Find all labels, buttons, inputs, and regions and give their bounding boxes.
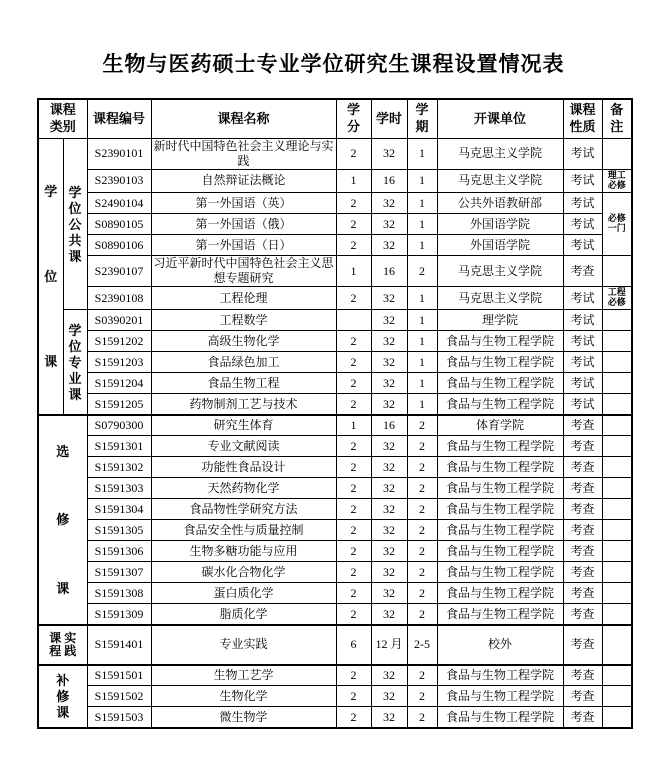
nature-cell: 考试 — [563, 138, 602, 169]
table-row — [38, 499, 632, 520]
semester-cell: 2 — [407, 457, 437, 478]
remark-cell — [602, 499, 632, 520]
hours-cell: 32 — [371, 499, 407, 520]
credit-cell: 2 — [336, 583, 371, 604]
nature-cell: 考查 — [563, 478, 602, 499]
nature-cell: 考查 — [563, 625, 602, 665]
unit-cell: 马克思主义学院 — [437, 256, 563, 287]
course-code-cell: S1591205 — [87, 394, 151, 415]
nature-cell: 考查 — [563, 436, 602, 457]
hours-cell: 32 — [371, 235, 407, 256]
semester-cell: 2-5 — [407, 625, 437, 665]
unit-cell: 公共外语教研部 — [437, 193, 563, 214]
course-name-cell: 微生物学 — [151, 707, 336, 728]
course-name-cell: 专业实践 — [151, 625, 336, 665]
credit-cell: 2 — [336, 373, 371, 394]
course-name-cell: 生物化学 — [151, 686, 336, 707]
table-row — [38, 373, 632, 394]
hours-cell: 32 — [371, 373, 407, 394]
credit-cell: 2 — [336, 478, 371, 499]
nature-cell: 考查 — [563, 457, 602, 478]
remark-cell — [602, 541, 632, 562]
semester-cell: 2 — [407, 665, 437, 686]
course-name-cell: 食品绿色加工 — [151, 352, 336, 373]
course-name-cell: 天然药物化学 — [151, 478, 336, 499]
credit-cell: 2 — [336, 457, 371, 478]
hours-cell: 32 — [371, 310, 407, 331]
course-code-cell: S2390107 — [87, 256, 151, 287]
course-name-cell: 第一外国语（俄） — [151, 214, 336, 235]
unit-cell: 食品与生物工程学院 — [437, 373, 563, 394]
unit-cell: 外国语学院 — [437, 214, 563, 235]
header-name: 课程名称 — [151, 99, 336, 138]
header-semester: 学期 — [407, 99, 437, 138]
course-table-body — [38, 138, 632, 728]
remark-cell — [602, 394, 632, 415]
unit-cell: 马克思主义学院 — [437, 169, 563, 192]
course-name-cell: 高级生物化学 — [151, 331, 336, 352]
remark-cell — [602, 457, 632, 478]
unit-cell: 食品与生物工程学院 — [437, 665, 563, 686]
category-label: 选 修 课 — [56, 443, 70, 597]
course-code-cell: S1591302 — [87, 457, 151, 478]
nature-cell: 考查 — [563, 256, 602, 287]
nature-cell: 考试 — [563, 287, 602, 310]
header-remark: 备注 — [602, 99, 632, 138]
course-code-cell: S1591307 — [87, 562, 151, 583]
course-code-cell: S1591401 — [87, 625, 151, 665]
semester-cell: 2 — [407, 520, 437, 541]
nature-cell: 考查 — [563, 604, 602, 625]
credit-cell: 1 — [336, 415, 371, 436]
hours-cell: 32 — [371, 541, 407, 562]
semester-cell: 2 — [407, 499, 437, 520]
table-row — [38, 665, 632, 686]
remark-cell — [602, 686, 632, 707]
course-code-cell: S1591308 — [87, 583, 151, 604]
nature-cell: 考查 — [563, 707, 602, 728]
semester-cell: 2 — [407, 583, 437, 604]
table-row — [38, 394, 632, 415]
hours-cell: 32 — [371, 394, 407, 415]
course-code-cell: S0890105 — [87, 214, 151, 235]
course-code-cell: S1591305 — [87, 520, 151, 541]
course-name-cell: 碳水化合物化学 — [151, 562, 336, 583]
hours-cell: 32 — [371, 583, 407, 604]
category-label: 学 位 课 — [44, 183, 58, 369]
credit-cell: 2 — [336, 562, 371, 583]
unit-cell: 食品与生物工程学院 — [437, 583, 563, 604]
table-row — [38, 478, 632, 499]
hours-cell: 32 — [371, 287, 407, 310]
course-name-cell: 研究生体育 — [151, 415, 336, 436]
header-row — [38, 99, 632, 138]
course-name-cell: 习近平新时代中国特色社会主义思想专题研究 — [151, 256, 336, 287]
nature-cell: 考查 — [563, 686, 602, 707]
credit-cell — [336, 310, 371, 331]
nature-cell: 考试 — [563, 214, 602, 235]
unit-cell: 食品与生物工程学院 — [437, 707, 563, 728]
remark-cell — [602, 604, 632, 625]
course-code-cell: S1591501 — [87, 665, 151, 686]
semester-cell: 1 — [407, 287, 437, 310]
hours-cell: 32 — [371, 478, 407, 499]
hours-cell: 32 — [371, 138, 407, 169]
course-code-cell: S2390108 — [87, 287, 151, 310]
unit-cell: 食品与生物工程学院 — [437, 394, 563, 415]
header-unit: 开课单位 — [437, 99, 563, 138]
header-credit: 学分 — [336, 99, 371, 138]
semester-cell: 2 — [407, 256, 437, 287]
unit-cell: 食品与生物工程学院 — [437, 520, 563, 541]
course-name-cell: 第一外国语（日） — [151, 235, 336, 256]
course-code-cell: S1591503 — [87, 707, 151, 728]
table-row — [38, 457, 632, 478]
course-name-cell: 生物多糖功能与应用 — [151, 541, 336, 562]
unit-cell: 食品与生物工程学院 — [437, 686, 563, 707]
table-row — [38, 193, 632, 214]
unit-cell: 食品与生物工程学院 — [437, 436, 563, 457]
course-name-cell: 生物工艺学 — [151, 665, 336, 686]
course-name-cell: 工程数学 — [151, 310, 336, 331]
semester-cell: 1 — [407, 352, 437, 373]
unit-cell: 马克思主义学院 — [437, 287, 563, 310]
semester-cell: 1 — [407, 235, 437, 256]
course-code-cell: S1591306 — [87, 541, 151, 562]
credit-cell: 2 — [336, 541, 371, 562]
nature-cell: 考试 — [563, 169, 602, 192]
credit-cell: 2 — [336, 394, 371, 415]
course-code-cell: S2390101 — [87, 138, 151, 169]
credit-cell: 2 — [336, 686, 371, 707]
remark-cell — [602, 193, 632, 256]
unit-cell: 食品与生物工程学院 — [437, 457, 563, 478]
remark-cell — [602, 169, 632, 192]
table-row — [38, 541, 632, 562]
unit-cell: 理学院 — [437, 310, 563, 331]
remark-cell — [602, 707, 632, 728]
course-code-cell: S0890106 — [87, 235, 151, 256]
course-name-cell: 蛋白质化学 — [151, 583, 336, 604]
hours-cell: 16 — [371, 256, 407, 287]
table-row — [38, 256, 632, 287]
remark-cell — [602, 331, 632, 352]
course-code-cell: S1591204 — [87, 373, 151, 394]
semester-cell: 1 — [407, 373, 437, 394]
remark-cell — [602, 583, 632, 604]
course-name-cell: 食品生物工程 — [151, 373, 336, 394]
category-cell — [63, 138, 87, 310]
header-code: 课程编号 — [87, 99, 151, 138]
course-code-cell: S1591309 — [87, 604, 151, 625]
hours-cell: 32 — [371, 686, 407, 707]
table-row — [38, 235, 632, 256]
semester-cell: 2 — [407, 478, 437, 499]
category-cell — [38, 138, 63, 415]
category-cell — [38, 415, 87, 625]
hours-cell: 32 — [371, 436, 407, 457]
remark-cell — [602, 373, 632, 394]
nature-cell: 考试 — [563, 394, 602, 415]
credit-cell: 2 — [336, 214, 371, 235]
course-code-cell: S1591303 — [87, 478, 151, 499]
category-label: 实 践 — [64, 631, 77, 659]
table-row — [38, 352, 632, 373]
remark-cell — [602, 415, 632, 436]
hours-cell: 32 — [371, 604, 407, 625]
credit-cell: 2 — [336, 287, 371, 310]
nature-cell: 考查 — [563, 499, 602, 520]
course-name-cell: 药物制剂工艺与技术 — [151, 394, 336, 415]
hours-cell: 32 — [371, 562, 407, 583]
credit-cell: 2 — [336, 193, 371, 214]
table-row — [38, 415, 632, 436]
remark-cell — [602, 352, 632, 373]
remark-cell — [602, 520, 632, 541]
remark-cell — [602, 562, 632, 583]
credit-cell: 2 — [336, 352, 371, 373]
remark-cell — [602, 287, 632, 310]
unit-cell: 食品与生物工程学院 — [437, 541, 563, 562]
credit-cell: 2 — [336, 235, 371, 256]
page-title: 生物与医药硕士专业学位研究生课程设置情况表 — [102, 53, 565, 76]
nature-cell: 考查 — [563, 665, 602, 686]
credit-cell: 2 — [336, 138, 371, 169]
course-code-cell: S2490104 — [87, 193, 151, 214]
hours-cell: 32 — [371, 665, 407, 686]
course-code-cell: S1591301 — [87, 436, 151, 457]
nature-cell: 考查 — [563, 562, 602, 583]
semester-cell: 2 — [407, 707, 437, 728]
table-row — [38, 138, 632, 169]
remark-text: 工程必修 — [607, 287, 626, 308]
hours-cell: 32 — [371, 457, 407, 478]
hours-cell: 32 — [371, 707, 407, 728]
hours-cell: 16 — [371, 415, 407, 436]
course-code-cell: S1591502 — [87, 686, 151, 707]
table-row — [38, 169, 632, 192]
semester-cell: 2 — [407, 541, 437, 562]
credit-cell: 2 — [336, 520, 371, 541]
unit-cell: 外国语学院 — [437, 235, 563, 256]
hours-cell: 32 — [371, 214, 407, 235]
credit-cell: 2 — [336, 436, 371, 457]
nature-cell: 考试 — [563, 235, 602, 256]
category-label: 学 位 专 业 课 — [68, 322, 82, 402]
course-code-cell: S0790300 — [87, 415, 151, 436]
nature-cell: 考试 — [563, 331, 602, 352]
unit-cell: 食品与生物工程学院 — [437, 331, 563, 352]
table-row — [38, 214, 632, 235]
remark-text: 理工必修 — [607, 169, 626, 191]
semester-cell: 1 — [407, 169, 437, 192]
remark-cell — [602, 256, 632, 287]
semester-cell: 2 — [407, 415, 437, 436]
course-name-cell: 脂质化学 — [151, 604, 336, 625]
unit-cell: 食品与生物工程学院 — [437, 352, 563, 373]
remark-cell — [602, 138, 632, 169]
nature-cell: 考查 — [563, 415, 602, 436]
category-label: 补 修 课 — [56, 672, 70, 720]
course-code-cell: S2390103 — [87, 169, 151, 192]
semester-cell: 1 — [407, 193, 437, 214]
semester-cell: 1 — [407, 214, 437, 235]
semester-cell: 2 — [407, 604, 437, 625]
hours-cell: 16 — [371, 169, 407, 192]
table-row — [38, 625, 632, 665]
hours-cell: 12 月 — [371, 625, 407, 665]
semester-cell: 1 — [407, 331, 437, 352]
credit-cell: 1 — [336, 256, 371, 287]
hours-cell: 32 — [371, 520, 407, 541]
credit-cell: 6 — [336, 625, 371, 665]
nature-cell: 考试 — [563, 373, 602, 394]
table-row — [38, 436, 632, 457]
unit-cell: 食品与生物工程学院 — [437, 499, 563, 520]
unit-cell: 食品与生物工程学院 — [437, 562, 563, 583]
header-hours: 学时 — [371, 99, 407, 138]
nature-cell: 考查 — [563, 541, 602, 562]
hours-cell: 32 — [371, 331, 407, 352]
credit-cell: 2 — [336, 331, 371, 352]
remark-cell — [602, 310, 632, 331]
course-code-cell: S1591304 — [87, 499, 151, 520]
nature-cell: 考试 — [563, 310, 602, 331]
unit-cell: 体育学院 — [437, 415, 563, 436]
table-row — [38, 310, 632, 331]
semester-cell: 2 — [407, 686, 437, 707]
remark-cell — [602, 436, 632, 457]
table-row — [38, 686, 632, 707]
remark-text: 必修一门 — [607, 212, 626, 234]
table-row — [38, 562, 632, 583]
nature-cell: 考试 — [563, 352, 602, 373]
category-cell — [63, 310, 87, 415]
credit-cell: 2 — [336, 604, 371, 625]
table-row — [38, 707, 632, 728]
course-name-cell: 专业文献阅读 — [151, 436, 336, 457]
header-nature: 课程性质 — [563, 99, 602, 138]
header-category: 课程类别 — [38, 99, 87, 138]
hours-cell: 32 — [371, 352, 407, 373]
table-row — [38, 583, 632, 604]
course-name-cell: 功能性食品设计 — [151, 457, 336, 478]
semester-cell: 2 — [407, 562, 437, 583]
semester-cell: 1 — [407, 138, 437, 169]
course-table — [37, 98, 633, 729]
credit-cell: 2 — [336, 707, 371, 728]
table-row — [38, 331, 632, 352]
course-name-cell: 食品安全性与质量控制 — [151, 520, 336, 541]
category-label: 课 程 — [49, 631, 62, 659]
course-code-cell: S0390201 — [87, 310, 151, 331]
credit-cell: 2 — [336, 499, 371, 520]
unit-cell: 校外 — [437, 625, 563, 665]
credit-cell: 2 — [336, 665, 371, 686]
course-code-cell: S1591202 — [87, 331, 151, 352]
semester-cell: 1 — [407, 310, 437, 331]
course-name-cell: 第一外国语（英） — [151, 193, 336, 214]
nature-cell: 考查 — [563, 520, 602, 541]
table-row — [38, 287, 632, 310]
course-name-cell: 工程伦理 — [151, 287, 336, 310]
category-label: 学 位 公 共 课 — [68, 184, 82, 264]
unit-cell: 马克思主义学院 — [437, 138, 563, 169]
course-name-cell: 自然辩证法概论 — [151, 169, 336, 192]
course-code-cell: S1591203 — [87, 352, 151, 373]
nature-cell: 考试 — [563, 193, 602, 214]
hours-cell: 32 — [371, 193, 407, 214]
category-cell — [38, 665, 87, 728]
semester-cell: 1 — [407, 394, 437, 415]
remark-cell — [602, 625, 632, 665]
semester-cell: 2 — [407, 436, 437, 457]
remark-cell — [602, 665, 632, 686]
course-name-cell: 新时代中国特色社会主义理论与实践 — [151, 138, 336, 169]
category-cell — [38, 625, 87, 665]
remark-cell — [602, 478, 632, 499]
course-name-cell: 食品物性学研究方法 — [151, 499, 336, 520]
nature-cell: 考查 — [563, 583, 602, 604]
credit-cell: 1 — [336, 169, 371, 192]
table-row — [38, 604, 632, 625]
unit-cell: 食品与生物工程学院 — [437, 604, 563, 625]
unit-cell: 食品与生物工程学院 — [437, 478, 563, 499]
table-row — [38, 520, 632, 541]
